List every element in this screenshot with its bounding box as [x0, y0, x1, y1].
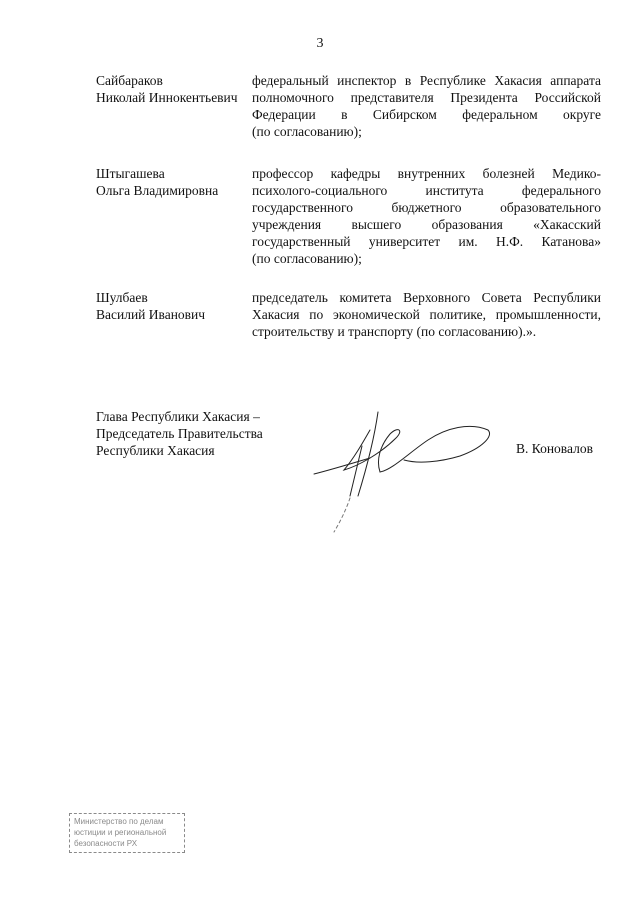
member-name	[96, 289, 256, 323]
signatory-name: В. Коновалов	[516, 441, 593, 456]
position-line: (по согласованию);	[252, 124, 362, 139]
signatory-title-line: Глава Республики Хакасия –	[96, 409, 260, 424]
position-line: Федерации в Сибирском федеральном округе	[252, 107, 601, 122]
member-name	[96, 165, 256, 199]
stamp-line: Министерство по делам	[74, 817, 164, 826]
position-line: профессор кафедры внутренних болезней Медико-	[252, 166, 601, 181]
position-line: государственный университет им. Н.Ф. Катанова»	[252, 234, 601, 249]
member-given-names: Василий Иванович	[96, 307, 206, 322]
member-surname: Штыгашева	[96, 166, 165, 181]
position-line: учреждения высшего образования «Хакасский	[252, 217, 601, 232]
member-position	[252, 289, 601, 340]
position-line: полномочного представителя Президента Российской	[252, 90, 601, 105]
position-line: психолого-социального института федерального	[252, 183, 601, 198]
position-line: (по согласованию);	[252, 251, 362, 266]
member-position	[252, 72, 601, 140]
position-line: строительству и транспорту (по согласованию).».	[252, 324, 537, 339]
signatory-title-line: Республики Хакасия	[96, 443, 215, 458]
registration-stamp	[69, 813, 185, 853]
stamp-line: юстиции и региональной	[74, 828, 167, 837]
member-surname: Сайбараков	[96, 73, 163, 88]
member-given-names: Ольга Владимировна	[96, 183, 219, 198]
signatory-title-line: Председатель Правительства	[96, 426, 263, 441]
handwritten-signature	[300, 400, 510, 540]
member-surname: Шулбаев	[96, 290, 148, 305]
member-given-names: Николай Иннокентьевич	[96, 90, 238, 105]
position-line: Хакасия по экономической политике, промышленности,	[252, 307, 601, 322]
stamp-line: безопасности РХ	[74, 839, 138, 848]
position-line: государственного бюджетного образовательного	[252, 200, 601, 215]
position-line: федеральный инспектор в Республике Хакасия аппарата	[252, 73, 601, 88]
position-line: председатель комитета Верховного Совета Республики	[252, 290, 601, 305]
member-position	[252, 165, 601, 267]
signatory-title	[96, 408, 296, 459]
member-name	[96, 72, 256, 106]
page-number: 3	[316, 36, 324, 51]
